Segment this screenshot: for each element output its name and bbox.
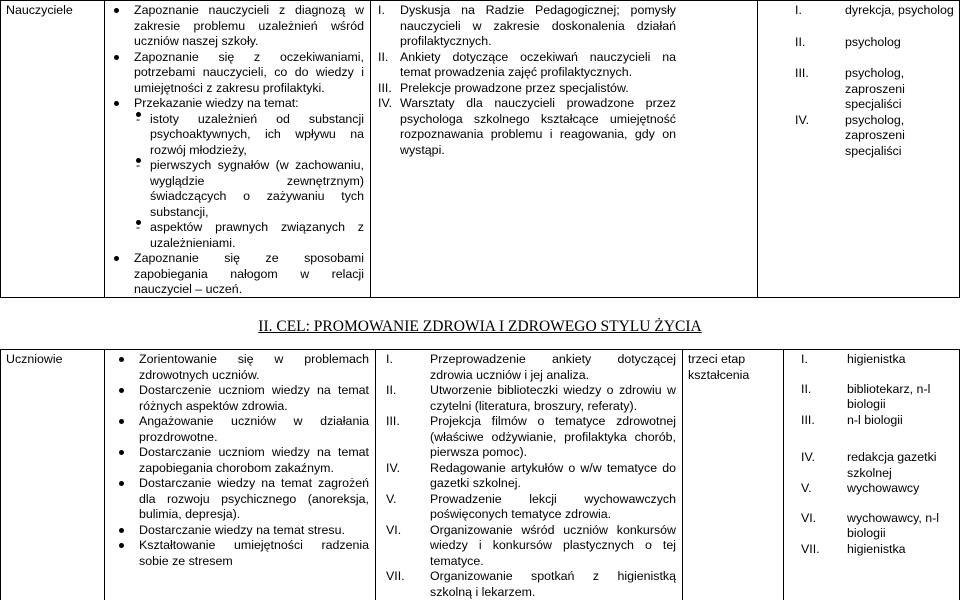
border [0,0,1,298]
border [370,0,371,298]
border [757,0,758,298]
sub-item: - pierwszych sygnałów (w zachowaniu, wyglądzie zewnętrznym) świadczących o zażywaniu tych substancji, [134,158,364,220]
border [0,349,960,350]
action-item: IV. Warsztaty dla nauczycieli prowadzone przez psychologa szkolnego kształcące umiejętność rozpoznawania problemu i reagowania, gdy on wystąpi. [378,96,676,157]
responsible-item: V. wychowawcy [801,481,920,495]
responsible-item: II. psycholog [795,34,901,49]
responsible-item: IV. redakcja gazetki szkolnej [801,450,937,480]
border [0,0,960,1]
sub-item: - aspektów prawnych związanych z uzależnieniami. [134,220,364,251]
border [0,349,1,600]
responsible-item: I. dyrekcja, psycholog [795,3,954,17]
responsible-item: VI. wychowawcy, n-l biologii [801,510,940,540]
group-teachers: Nauczyciele [6,3,73,17]
action-item: I. Dyskusja na Radzie Pedagogicznej; pomysły nauczycieli w zakresie doskonalenia działań profilaktycznych. [378,3,676,48]
task-item-text: Przekazanie wiedzy na temat: [134,96,299,110]
action-item: II. Ankiety dotyczące oczekiwań nauczycieli na temat prowadzenia zajęć profilaktycznych. [378,49,676,79]
responsible-item: IV. psycholog, zaproszeni specjaliści [795,112,905,158]
task-item: Dostarczanie wiedzy na temat zagrożeń dla rozwoju psychicznego (anoreksja, bulimia, depresja). [111,476,369,523]
action-item: III. Prelekcje prowadzone przez specjalistów. [378,80,629,95]
sub-item: - istoty uzależnień od substancji psychoaktywnych, ich wpływu na rozwój młodzieży, [134,112,364,159]
border [104,0,105,298]
border [682,349,683,600]
border [104,349,105,600]
task-item: Dostarczenie uczniom wiedzy na temat różnych aspektów zdrowia. [111,383,369,414]
responsible-item: III. psycholog, zaproszeni specjaliści [795,66,905,111]
teacher-responsible [795,3,955,159]
responsible-item: VII. higienistka [801,541,906,556]
group-students: Uczniowie [6,352,63,366]
teacher-actions [378,3,676,158]
teacher-tasks [106,3,364,298]
task-item: Angażowanie uczniów w działania prozdrowotne. [111,414,369,445]
task-item [106,96,364,251]
task-item: Zapoznanie się z oczekiwaniami, potrzebami nauczycieli, co do wiedzy i umiejętności z zakresu profilaktyki. [106,50,364,97]
border [375,349,376,600]
task-item: Kształtowanie umiejętności radzenia sobie ze stresem [111,538,369,569]
action-item: IV. Redagowanie artykułów o w/w tematyce do gazetki szkolnej. [386,460,676,490]
action-item: VII. Organizowanie spotkań z higienistką szkolną i lekarzem. [386,569,676,599]
education-stage: trzeci etap kształcenia [688,352,750,382]
task-item: Zapoznanie się ze sposobami zapobiegania nałogom w relacji nauczyciel – uczeń. [106,251,364,298]
task-item: Dostarczanie wiedzy na temat stresu. [111,523,369,539]
section-heading: II. CEL: PROMOWANIE ZDROWIA I ZDROWEGO STYLU ŻYCIA [258,318,702,335]
responsible-item: II. bibliotekarz, n-l biologii [801,381,931,411]
student-responsible [801,352,956,557]
action-item: V. Prowadzenie lekcji wychowawczych poświęconych tematyce zdrowia. [386,491,676,521]
student-actions [386,352,676,600]
responsible-item: I. higienistka [801,352,906,366]
border [783,349,784,600]
task-item: Zapoznanie nauczycieli z diagnozą w zakresie problemu uzależnień wśród uczniów naszej szkoły. [106,3,364,50]
responsible-item: III. n-l biologii [801,412,903,427]
action-item: VI. Organizowanie wśród uczniów konkursów wiedzy i konkursów plastycznych o tej tematyce. [386,522,676,568]
action-item: II. Utworzenie biblioteczki wiedzy o zdrowiu w czytelni (literatura, broszury, referaty). [386,383,676,413]
task-item: Zorientowanie się w problemach zdrowotnych uczniów. [111,352,369,383]
task-item: Dostarczanie uczniom wiedzy na temat zapobiegania chorobom zakaźnym. [111,445,369,476]
action-item: III. Projekcja filmów o tematyce zdrowotnej (właściwe odżywianie, profilaktyka chorób, pierwsza pomoc). [386,414,676,459]
student-tasks [111,352,369,569]
action-item: I. Przeprowadzenie ankiety dotyczącej zdrowia uczniów i jej analiza. [386,352,676,382]
